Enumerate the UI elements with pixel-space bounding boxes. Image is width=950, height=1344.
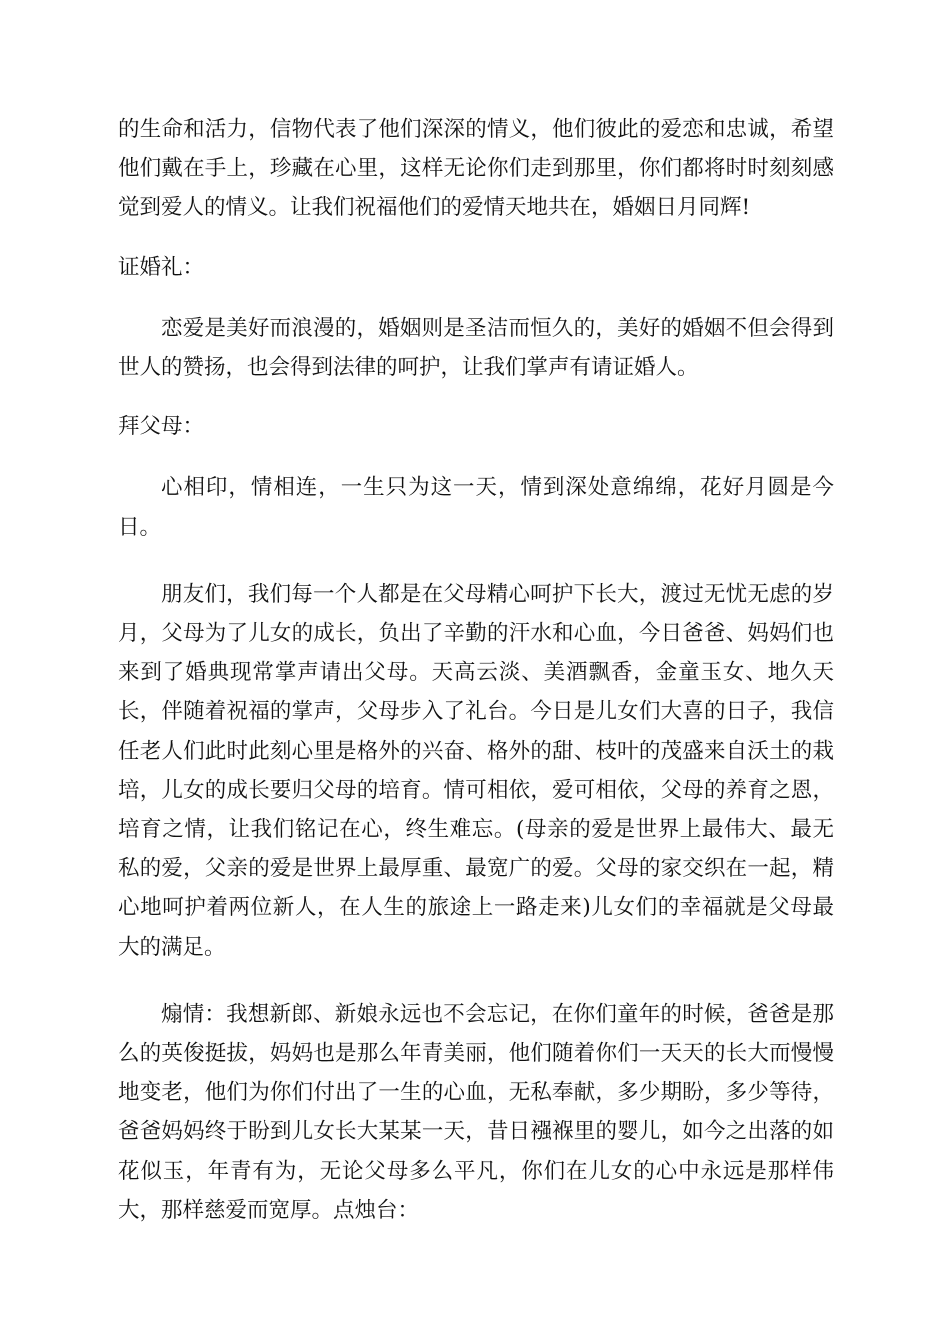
paragraph-emotional-speech: 煽情：我想新郎、新娘永远也不会忘记，在你们童年的时候，爸爸是那么的英俊挺拔，妈妈也是那么年青美丽，他们随着你们一天天的长大而慢慢地变老，他们为你们付出了一生的心血，无私奉献，多少期盼，多少等待，爸爸妈妈终于盼到儿女长大某某一天，昔日襁褓里的婴儿，如今之出落的如花似玉，年青有为，无论父母多么平凡，你们在儿女的心中永远是那样伟大，那样慈爱而宽厚。点烛台： bbox=[118, 1001, 834, 1223]
heading-wedding-witness: 证婚礼： bbox=[118, 254, 205, 280]
paragraph-wedding-witness: 恋爱是美好而浪漫的，婚姻则是圣洁而恒久的，美好的婚姻不但会得到世人的赞扬，也会得到法律的呵护，让我们掌声有请证婚人。 bbox=[118, 315, 834, 381]
paragraph-parents-tribute: 朋友们，我们每一个人都是在父母精心呵护下长大，渡过无忧无虑的岁月，父母为了儿女的成长，负出了辛勤的汗水和心血，今日爸爸、妈妈们也来到了婚典现常掌声请出父母。天高云淡、美酒飘香，金童玉女、地久天长，伴随着祝福的掌声，父母步入了礼台。今日是儿女们大喜的日子，我信任老人们此时此刻心里是格外的兴奋、格外的甜、枝叶的茂盛来自沃土的栽培，儿女的成长要归父母的培育。情可相依，爱可相依，父母的养育之恩，培育之情，让我们铭记在心，终生难忘。(母亲的爱是世界上最伟大、最无私的爱，父亲的爱是世界上最厚重、最宽广的爱。父母的家交织在一起，精心地呵护着两位新人，在人生的旅途上一路走来)儿女们的幸福就是父母最大的满足。 bbox=[118, 581, 834, 960]
paragraph-heart-connected: 心相印，情相连，一生只为这一天，情到深处意绵绵，花好月圆是今日。 bbox=[118, 475, 834, 540]
document-page bbox=[118, 110, 834, 1230]
paragraph-ring-blessing: 的生命和活力，信物代表了他们深深的情义，他们彼此的爱恋和忠诚，希望他们戴在手上，珍藏在心里，这样无论你们走到那里，你们都将时时刻刻感觉到爱人的情义。让我们祝福他们的爱情天地共在，婚姻日月同辉! bbox=[118, 117, 834, 221]
heading-honor-parents: 拜父母： bbox=[118, 414, 205, 440]
